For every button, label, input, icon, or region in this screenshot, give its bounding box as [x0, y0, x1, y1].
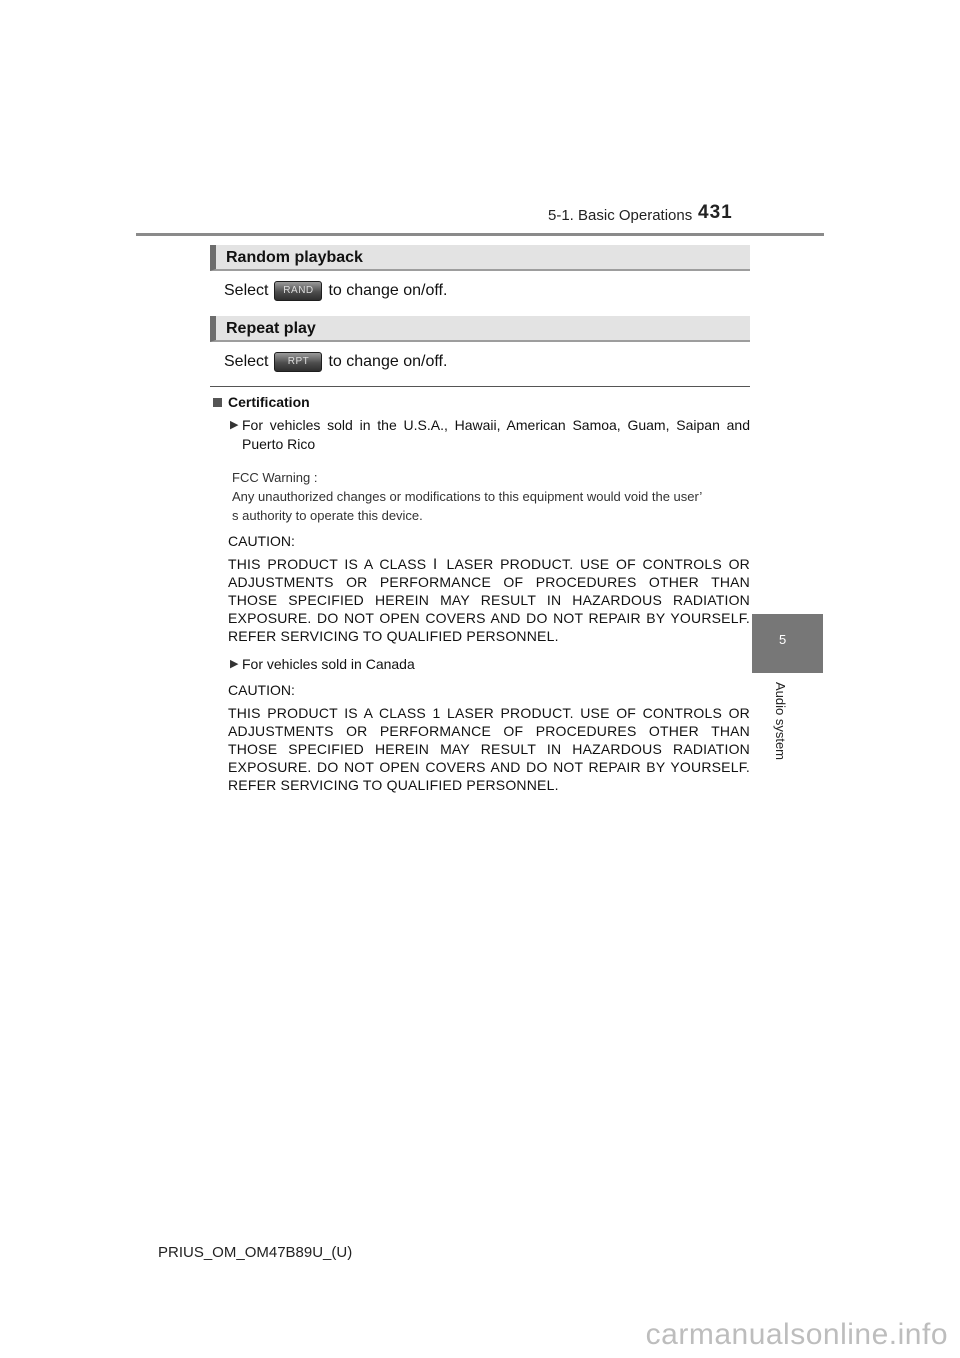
section-title: 5-1. Basic Operations [548, 207, 693, 224]
section-divider [210, 386, 750, 387]
select-prefix: Select [224, 282, 269, 299]
fcc-warning-line: Any unauthorized changes or modifications to this equipment would void the user’ [232, 489, 703, 504]
fcc-warning-line: FCC Warning : [232, 470, 318, 485]
random-playback-heading: Random playback [210, 245, 750, 271]
us-caution-label: CAUTION: [228, 533, 295, 549]
select-suffix: to change on/off. [328, 282, 448, 299]
page-header [0, 0, 960, 240]
us-vehicles-bullet: ▶ For vehicles sold in the U.S.A., Hawaii, American Samoa, Guam, Saipan and Puerto Rico [230, 417, 750, 452]
chapter-tab [752, 614, 823, 673]
rand-button-image: RAND [274, 281, 322, 301]
header-rule [136, 233, 824, 236]
repeat-play-instruction [224, 351, 750, 373]
select-suffix: to change on/off. [328, 353, 448, 370]
chapter-title: Audio system [773, 681, 788, 761]
document-code: PRIUS_OM_OM47B89U_(U) [158, 1244, 353, 1261]
random-playback-instruction [224, 280, 750, 302]
fcc-warning-line: s authority to operate this device. [232, 508, 423, 523]
repeat-play-heading: Repeat play [210, 316, 750, 342]
page-number: 431 [698, 202, 733, 223]
certification-heading: Certification [213, 394, 750, 410]
rpt-button-image: RPT [274, 352, 322, 372]
us-caution-text: THIS PRODUCT IS A CLASS Ⅰ LASER PRODUCT. USE OF CONTROLS OR ADJUSTMENTS OR PERFORMANCE OF PROCEDURES OTHER THAN THOSE SPECIFIED HEREIN MAY RESULT IN HAZARDOUS RADIATION EXPOSURE. DO NOT OPEN COVERS AND DO NOT REPAIR BY YOURSELF. REFER SERVICING TO QUALIFIED PERSONNEL. [228, 556, 750, 644]
page-content [210, 245, 750, 794]
select-prefix: Select [224, 353, 269, 370]
canada-caution-label: CAUTION: [228, 682, 295, 698]
square-bullet-icon [213, 398, 222, 407]
canada-vehicles-bullet: ▶ For vehicles sold in Canada [230, 656, 415, 672]
watermark: carmanualsonline.info [645, 1318, 948, 1351]
fcc-warning [232, 468, 750, 525]
chapter-number: 5 [779, 632, 787, 647]
triangle-bullet-icon: ▶ [230, 419, 239, 431]
triangle-bullet-icon: ▶ [230, 658, 239, 670]
canada-caution-text: THIS PRODUCT IS A CLASS 1 LASER PRODUCT. USE OF CONTROLS OR ADJUSTMENTS OR PERFORMANCE OF PROCEDURES OTHER THAN THOSE SPECIFIED HEREIN MAY RESULT IN HAZARDOUS RADIATION EXPOSURE. DO NOT OPEN COVERS AND DO NOT REPAIR BY YOURSELF. REFER SERVICING TO QUALIFIED PERSONNEL. [228, 705, 750, 793]
